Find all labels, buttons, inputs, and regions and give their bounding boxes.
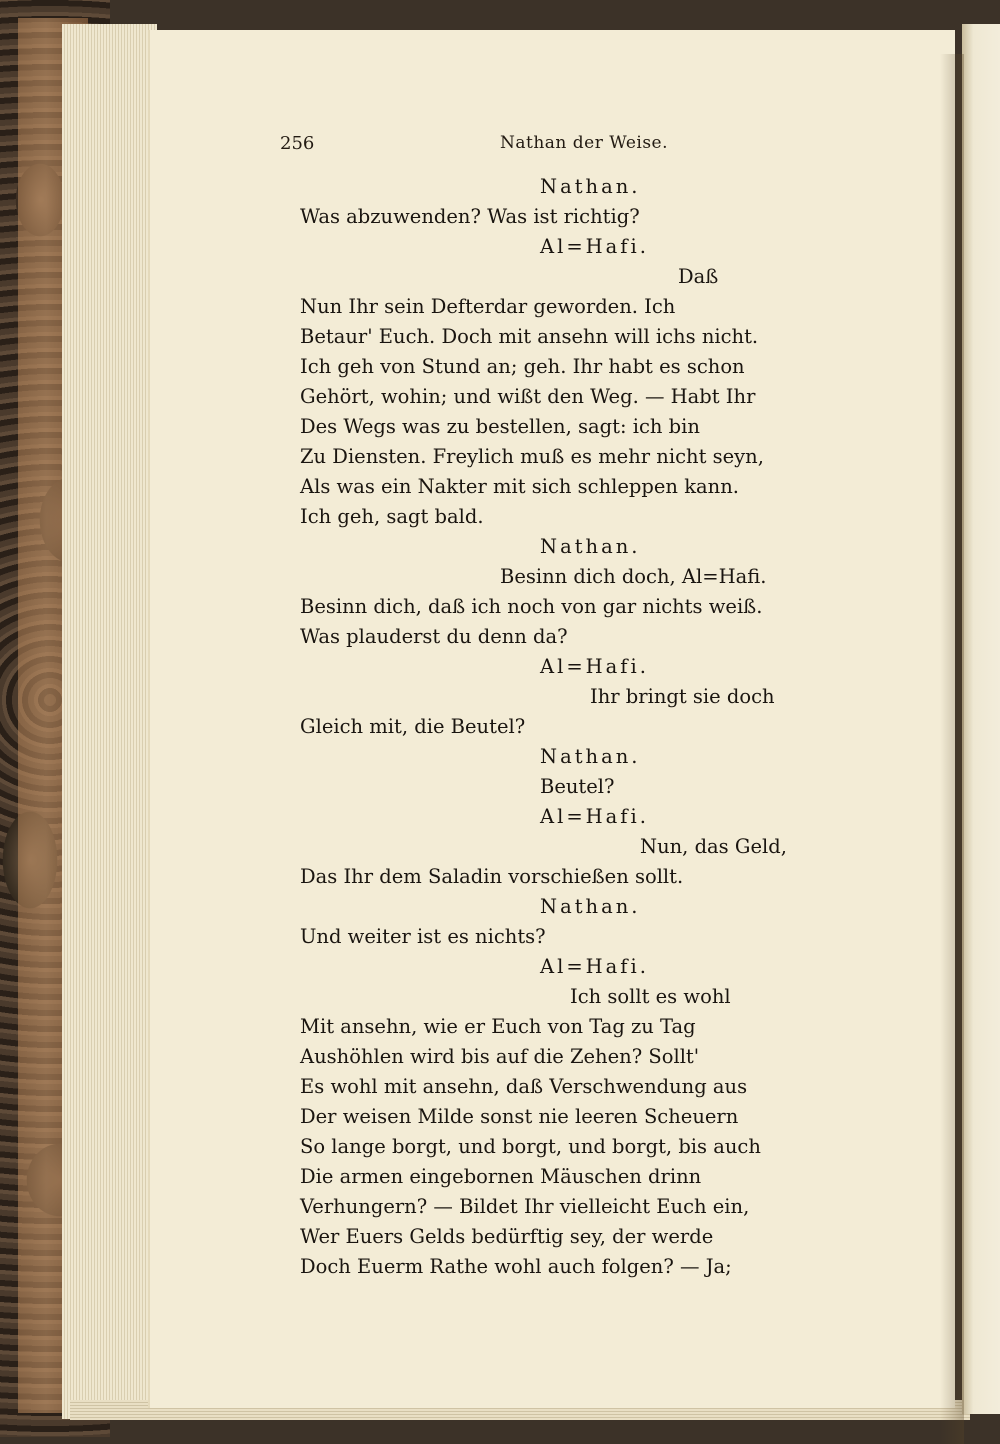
verse-line: Als was ein Nakter mit sich schleppen kann. (300, 475, 739, 498)
page-block-edge (62, 24, 157, 1419)
verse-line: Gleich mit, die Beutel? (300, 715, 526, 738)
verse-line: So lange borgt, und borgt, und borgt, bis auch (300, 1135, 761, 1158)
verse-line: Ich sollt es wohl (570, 985, 731, 1008)
speaker-name: Nathan. (540, 895, 641, 918)
gutter-shadow (940, 54, 964, 1444)
verse-line: Der weisen Milde sonst nie leeren Scheuern (300, 1105, 739, 1128)
verse-line: Zu Diensten. Freylich muß es mehr nicht seyn, (300, 445, 764, 468)
speaker-name: Al=Hafi. (540, 655, 649, 678)
verse-line: Besinn dich, daß ich noch von gar nichts weiß. (300, 595, 763, 618)
page-number: 256 (280, 133, 315, 154)
speaker-name: Nathan. (540, 745, 641, 768)
verse-line: Gehört, wohin; und wißt den Weg. — Habt Ihr (300, 385, 756, 408)
speaker-name: Nathan. (540, 535, 641, 558)
verse-line: Mit ansehn, wie er Euch von Tag zu Tag (300, 1015, 696, 1038)
speaker-name: Al=Hafi. (540, 235, 649, 258)
verse-line: Daß (678, 265, 719, 288)
verse-line: Doch Euerm Rathe wohl auch folgen? — Ja; (300, 1255, 732, 1278)
running-title: Nathan der Weise. (500, 133, 669, 153)
verse-line: Betaur' Euch. Doch mit ansehn will ichs nicht. (300, 325, 759, 348)
verse-line: Es wohl mit ansehn, daß Verschwendung aus (300, 1075, 748, 1098)
speaker-name: Nathan. (540, 175, 641, 198)
verse-line: Die armen eingebornen Mäuschen drinn (300, 1165, 702, 1188)
facing-page-edge (962, 24, 1000, 1414)
verse-line: Wer Euers Gelds bedürftig sey, der werde (300, 1225, 714, 1248)
verse-line: Nun Ihr sein Defterdar geworden. Ich (300, 295, 676, 318)
verse-line: Ich geh, sagt bald. (300, 505, 484, 528)
verse-line: Aushöhlen wird bis auf die Zehen? Sollt' (300, 1045, 700, 1068)
verse-line: Und weiter ist es nichts? (300, 925, 546, 948)
verse-line: Ich geh von Stund an; geh. Ihr habt es schon (300, 355, 745, 378)
verse-line: Beutel? (540, 775, 615, 798)
verse-line: Verhungern? — Bildet Ihr vielleicht Euch ein, (300, 1195, 750, 1218)
verse-line: Des Wegs was zu bestellen, sagt: ich bin (300, 415, 700, 438)
verse-line: Was abzuwenden? Was ist richtig? (300, 205, 640, 228)
verse-line: Was plauderst du denn da? (300, 625, 568, 648)
speaker-name: Al=Hafi. (540, 805, 649, 828)
verse-line: Nun, das Geld, (640, 835, 787, 858)
speaker-name: Al=Hafi. (540, 955, 649, 978)
verse-line: Ihr bringt sie doch (590, 685, 775, 708)
verse-line: Das Ihr dem Saladin vorschießen sollt. (300, 865, 684, 888)
verse-line: Besinn dich doch, Al=Hafi. (500, 565, 767, 588)
